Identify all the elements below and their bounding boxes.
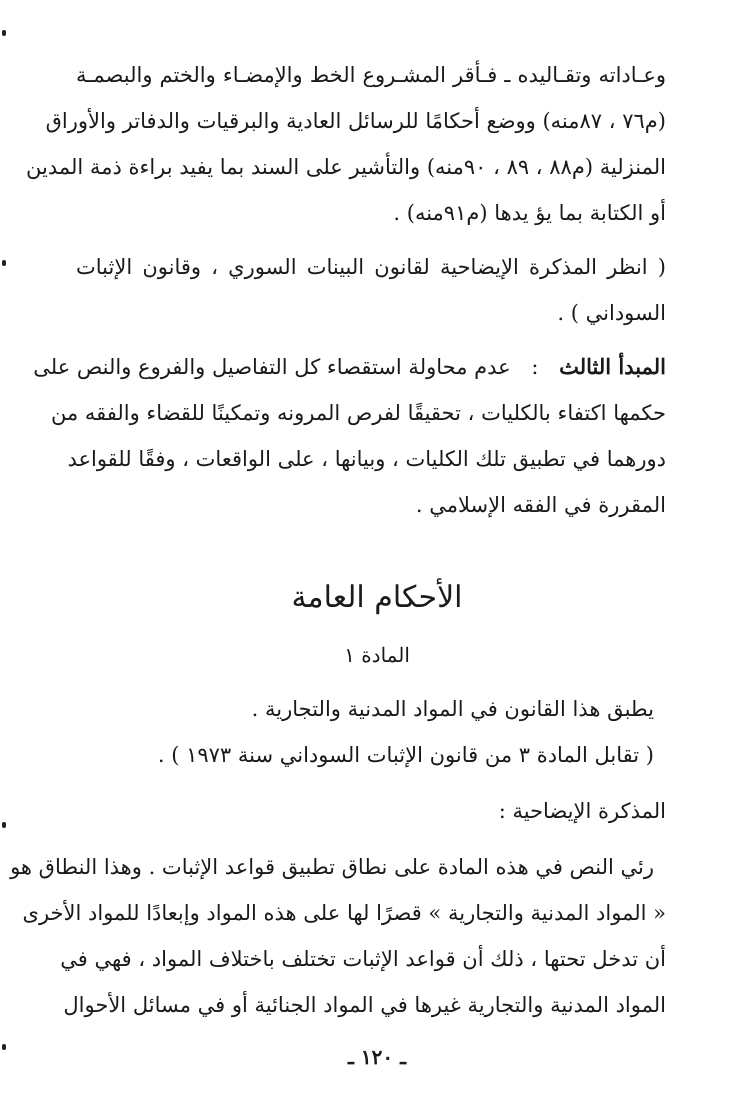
paragraph-1-line-4: أو الكتابة بما يؤ يدها (م٩١منه) .: [393, 201, 666, 225]
section-title: الأحكام العامة: [291, 580, 463, 615]
memo-label: المذكرة الإيضاحية :: [498, 799, 666, 823]
paragraph-1-line-3: المنزلية (م٨٨ ، ٨٩ ، ٩٠منه) والتأشير على السند بما يفيد براءة ذمة المدين: [26, 155, 666, 179]
paragraph-2-line-1: ( انظر المذكرة الإيضاحية لقانون البينات السوري ، وقانون الإثبات: [76, 255, 666, 279]
principle-3-line-4: المقررة في الفقه الإسلامي .: [415, 493, 666, 517]
memo-line-1: رئي النص في هذه المادة على نطاق تطبيق قواعد الإثبات . وهذا النطاق هو: [10, 855, 654, 879]
binding-mark: [2, 260, 6, 266]
memo-line-3: أن تدخل تحتها ، ذلك أن قواعد الإثبات تختلف باختلاف المواد ، فهي في: [60, 947, 666, 971]
binding-mark: [2, 1044, 6, 1050]
principle-3-line-3: دورهما في تطبيق تلك الكليات ، وبيانها ، على الواقعات ، وفقًا للقواعد: [67, 447, 666, 471]
article-title: المادة ١: [344, 643, 410, 667]
principle-3-first-line: [33, 352, 666, 382]
page-number: ـ ١٢٠ ـ: [348, 1045, 406, 1069]
memo-line-4: المواد المدنية والتجارية غيرها في المواد الجنائية أو في مسائل الأحوال: [63, 993, 666, 1017]
principle-3-first-line-text: عدم محاولة استقصاء كل التفاصيل والفروع والنص على: [33, 355, 511, 379]
article-reference: ( تقابل المادة ٣ من قانون الإثبات السوداني سنة ١٩٧٣ ) .: [157, 743, 654, 767]
principle-3-line-2: حكمها اكتفاء بالكليات ، تحقيقًا لفرص المرونه وتمكينًا للقضاء والفقه من: [50, 401, 666, 425]
memo-line-2: « المواد المدنية والتجارية » قصرًا لها على هذه المواد وإبعادًا للمواد الأخرى: [22, 901, 666, 925]
binding-mark: [2, 822, 6, 828]
principle-3-separator: :: [531, 355, 539, 379]
binding-mark: [2, 30, 6, 36]
paragraph-2-line-2: السوداني ) .: [557, 301, 666, 325]
paragraph-1-line-1: وعـاداته وتقـاليده ـ فـأقر المشـروع الخط والإمضـاء والختم والبصمـة: [76, 63, 666, 87]
paragraph-1-line-2: (م٧٦ ، ٨٧منه) ووضع أحكامًا للرسائل العادية والبرقيات والدفاتر والأوراق: [45, 109, 666, 133]
article-text: يطبق هذا القانون في المواد المدنية والتجارية .: [251, 697, 654, 721]
principle-3-label: المبدأ الثالث: [559, 354, 666, 379]
